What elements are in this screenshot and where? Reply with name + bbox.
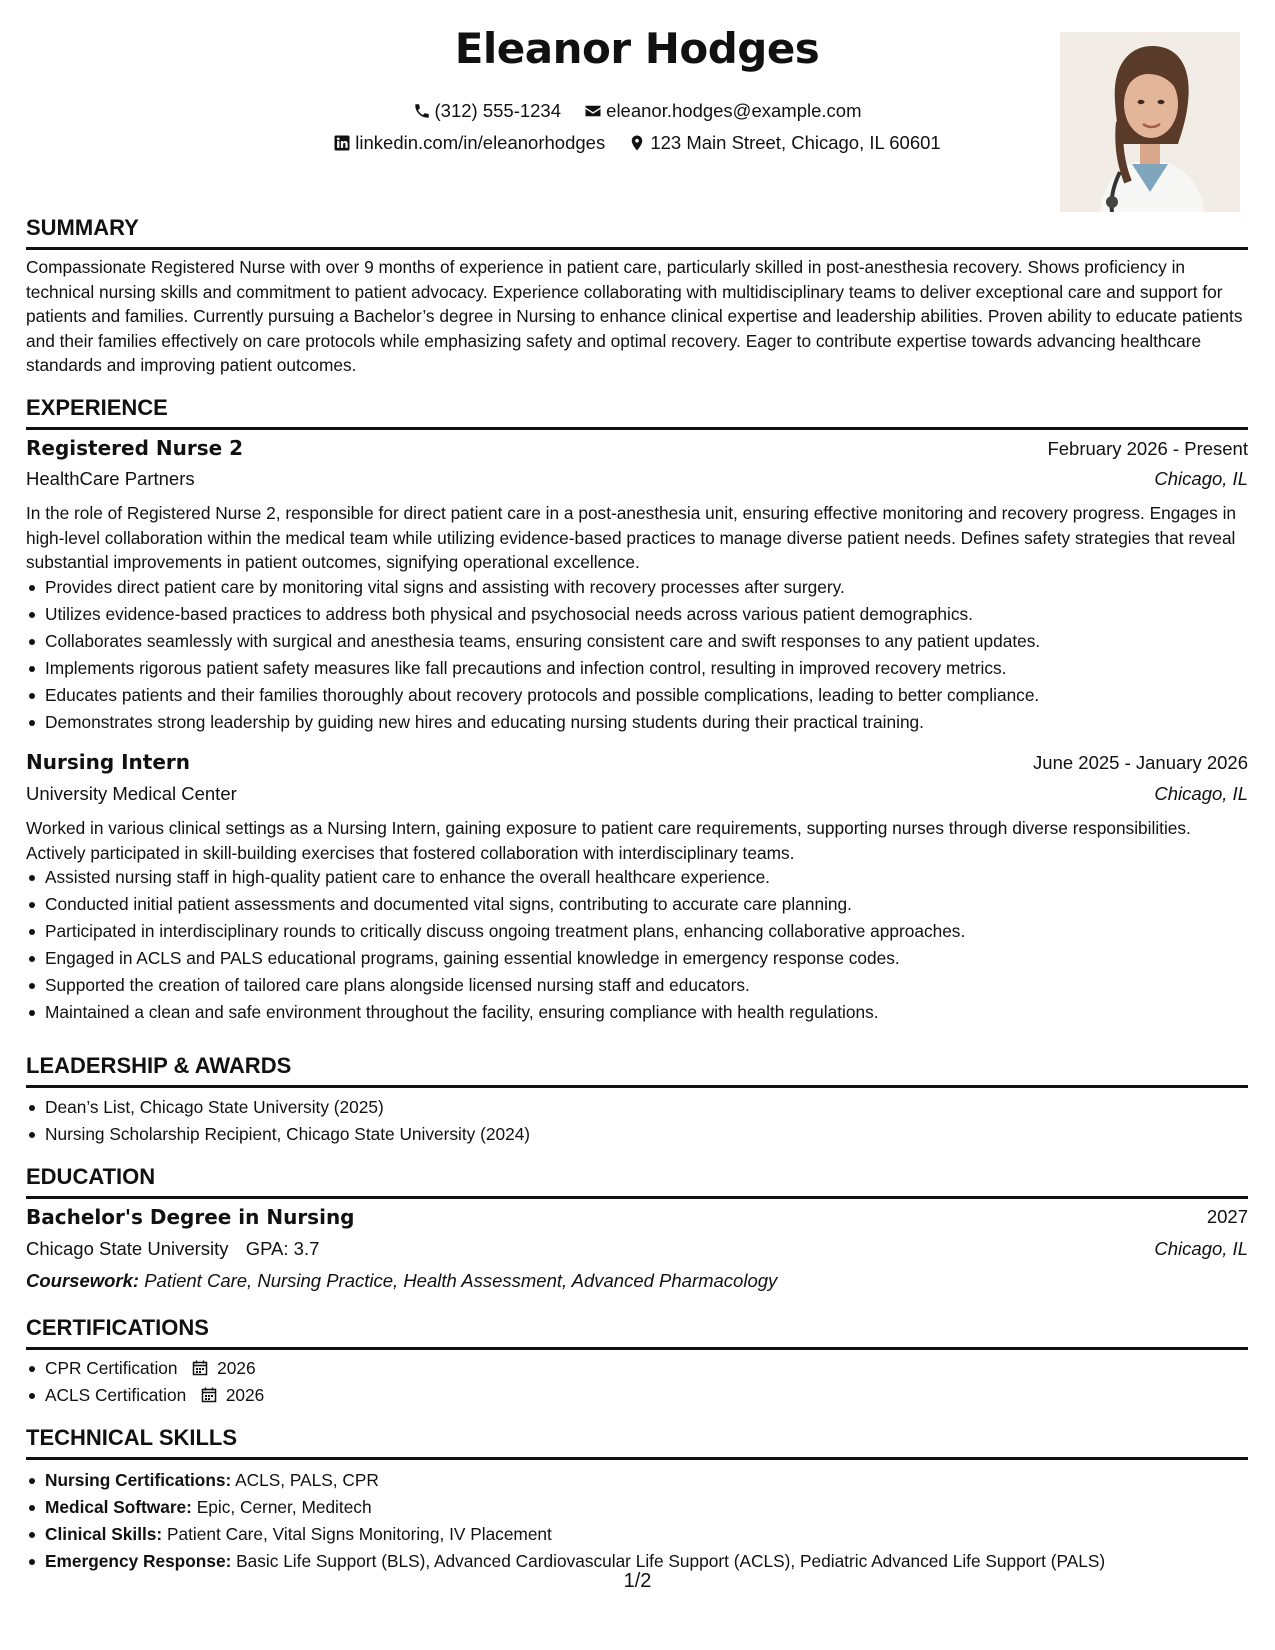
job-dates: February 2026 - Present bbox=[1047, 438, 1248, 459]
job-description: Worked in various clinical settings as a Nursing Intern, gaining exposure to patient care requirements, supporting nurses through diverse responsibilities. Actively participated in skill-building exercises that fostered collaboration with interdisciplinary teams. bbox=[26, 818, 1191, 863]
list-item bbox=[26, 1494, 1248, 1521]
coursework-label: Coursework: bbox=[26, 1270, 140, 1291]
job-dates: June 2025 - January 2026 bbox=[1033, 752, 1248, 773]
coursework bbox=[26, 1270, 777, 1292]
skills-heading: TECHNICAL SKILLS bbox=[26, 1425, 1248, 1460]
list-item: Conducted initial patient assessments and documented vital signs, contributing to accurate care planning. bbox=[26, 891, 1248, 918]
education-heading: EDUCATION bbox=[26, 1164, 1248, 1199]
skills-list bbox=[26, 1467, 1248, 1575]
linkedin-text[interactable]: linkedin.com/in/eleanorhodges bbox=[355, 132, 606, 153]
phone-text: (312) 555-1234 bbox=[434, 100, 562, 121]
skill-value: Epic, Cerner, Meditech bbox=[196, 1497, 372, 1517]
phone-icon bbox=[413, 102, 431, 120]
certification-name: ACLS Certification bbox=[45, 1385, 187, 1405]
list-item: Provides direct patient care by monitoring vital signs and assisting with recovery processes after surgery. bbox=[26, 574, 1248, 601]
list-item bbox=[26, 1355, 1248, 1382]
awards-list bbox=[26, 1094, 1248, 1148]
certification-year: 2026 bbox=[225, 1385, 265, 1405]
summary-heading: SUMMARY bbox=[26, 215, 1248, 250]
list-item: Participated in interdisciplinary rounds to critically discuss ongoing treatment plans, enhancing collaborative approaches. bbox=[26, 918, 1248, 945]
profile-photo bbox=[1060, 32, 1240, 212]
skill-label: Clinical Skills: bbox=[45, 1524, 163, 1544]
address-text: 123 Main Street, Chicago, IL 60601 bbox=[650, 132, 941, 153]
list-item: Maintained a clean and safe environment throughout the facility, ensuring compliance with health regulations. bbox=[26, 999, 1248, 1026]
calendar-icon bbox=[201, 1387, 217, 1403]
list-item: Assisted nursing staff in high-quality patient care to enhance the overall healthcare experience. bbox=[26, 864, 1248, 891]
list-item: Demonstrates strong leadership by guiding new hires and educating nursing students during their practical training. bbox=[26, 709, 1248, 736]
job-company: HealthCare Partners bbox=[26, 468, 195, 489]
certifications-list bbox=[26, 1355, 1248, 1409]
calendar-icon bbox=[192, 1360, 208, 1376]
job-description: In the role of Registered Nurse 2, responsible for direct patient care in a post-anesthesia unit, ensuring effective monitoring and recovery progress. Engages in high-level collaboration within the medical team while utilizing evidence-based practices to manage diverse patient needs. Defines safety strategies that reveal substantial improvements in patient outcomes, signifying operational excellence. bbox=[26, 503, 1237, 572]
skill-value: Basic Life Support (BLS), Advanced Cardiovascular Life Support (ACLS), Pediatric Advanced Life Support (PALS) bbox=[236, 1551, 1106, 1571]
skill-label: Medical Software: bbox=[45, 1497, 192, 1517]
job-bullets bbox=[26, 864, 1248, 1026]
envelope-icon bbox=[584, 102, 602, 120]
email-contact[interactable] bbox=[584, 100, 861, 122]
certification-name: CPR Certification bbox=[45, 1358, 178, 1378]
list-item: Implements rigorous patient safety measures like fall precautions and infection control, resulting in improved recovery metrics. bbox=[26, 655, 1248, 682]
job-location: Chicago, IL bbox=[1154, 468, 1248, 489]
address-contact bbox=[628, 132, 940, 154]
skill-label: Nursing Certifications: bbox=[45, 1470, 232, 1490]
degree-title: Bachelor's Degree in Nursing bbox=[26, 1205, 355, 1229]
list-item: Dean’s List, Chicago State University (2025) bbox=[26, 1094, 1248, 1121]
experience-heading: EXPERIENCE bbox=[26, 395, 1248, 430]
list-item: Educates patients and their families thoroughly about recovery protocols and possible complications, leading to better compliance. bbox=[26, 682, 1248, 709]
linkedin-contact[interactable] bbox=[333, 132, 605, 154]
list-item: Supported the creation of tailored care plans alongside licensed nursing staff and educators. bbox=[26, 972, 1248, 999]
coursework-list: Patient Care, Nursing Practice, Health Assessment, Advanced Pharmacology bbox=[144, 1270, 778, 1291]
gpa: GPA: 3.7 bbox=[245, 1238, 320, 1259]
school-name: Chicago State University bbox=[26, 1238, 229, 1259]
profile-photo-illustration bbox=[1060, 32, 1240, 212]
job-title: Registered Nurse 2 bbox=[26, 436, 244, 460]
skill-value: ACLS, PALS, CPR bbox=[235, 1470, 379, 1490]
map-pin-icon bbox=[628, 134, 646, 152]
page-number: 1/2 bbox=[623, 1570, 652, 1592]
school-location: Chicago, IL bbox=[1154, 1238, 1248, 1259]
phone-contact bbox=[413, 100, 562, 122]
resume-header bbox=[26, 20, 1248, 220]
list-item: Collaborates seamlessly with surgical and anesthesia teams, ensuring consistent care and swift responses to any patient updates. bbox=[26, 628, 1248, 655]
graduation-year: 2027 bbox=[1206, 1206, 1248, 1227]
linkedin-icon bbox=[333, 134, 351, 152]
summary-text: Compassionate Registered Nurse with over 9 months of experience in patient care, particularly skilled in post-anesthesia recovery. Shows proficiency in technical nursing skills and commitment to patient advocacy. Experience collaborating with multidisciplinary teams to deliver exceptional care and support for patients and families. Currently pursuing a Bachelor’s degree in Nursing to enhance clinical expertise and leadership abilities. Proven ability to educate patients and their families effectively on care protocols while emphasizing safety and optimal recovery. Eager to contribute expertise towards advancing healthcare standards and improving patient outcomes. bbox=[26, 257, 1243, 375]
job-title: Nursing Intern bbox=[26, 750, 191, 774]
job-bullets bbox=[26, 574, 1248, 736]
skill-label: Emergency Response: bbox=[45, 1551, 232, 1571]
list-item bbox=[26, 1467, 1248, 1494]
list-item: Nursing Scholarship Recipient, Chicago State University (2024) bbox=[26, 1121, 1248, 1148]
resume-page bbox=[26, 0, 1248, 1650]
email-text[interactable]: eleanor.hodges@example.com bbox=[606, 100, 862, 121]
job-company: University Medical Center bbox=[26, 783, 237, 804]
awards-heading: LEADERSHIP & AWARDS bbox=[26, 1053, 1248, 1088]
candidate-name: Eleanor Hodges bbox=[454, 24, 820, 73]
list-item bbox=[26, 1521, 1248, 1548]
list-item: Utilizes evidence-based practices to address both physical and psychosocial needs across various patient demographics. bbox=[26, 601, 1248, 628]
certification-year: 2026 bbox=[217, 1358, 256, 1378]
list-item bbox=[26, 1382, 1248, 1409]
school-info bbox=[26, 1238, 319, 1260]
skill-value: Patient Care, Vital Signs Monitoring, IV Placement bbox=[166, 1524, 552, 1544]
list-item: Engaged in ACLS and PALS educational programs, gaining essential knowledge in emergency response codes. bbox=[26, 945, 1248, 972]
job-location: Chicago, IL bbox=[1154, 783, 1248, 804]
certifications-heading: CERTIFICATIONS bbox=[26, 1315, 1248, 1350]
